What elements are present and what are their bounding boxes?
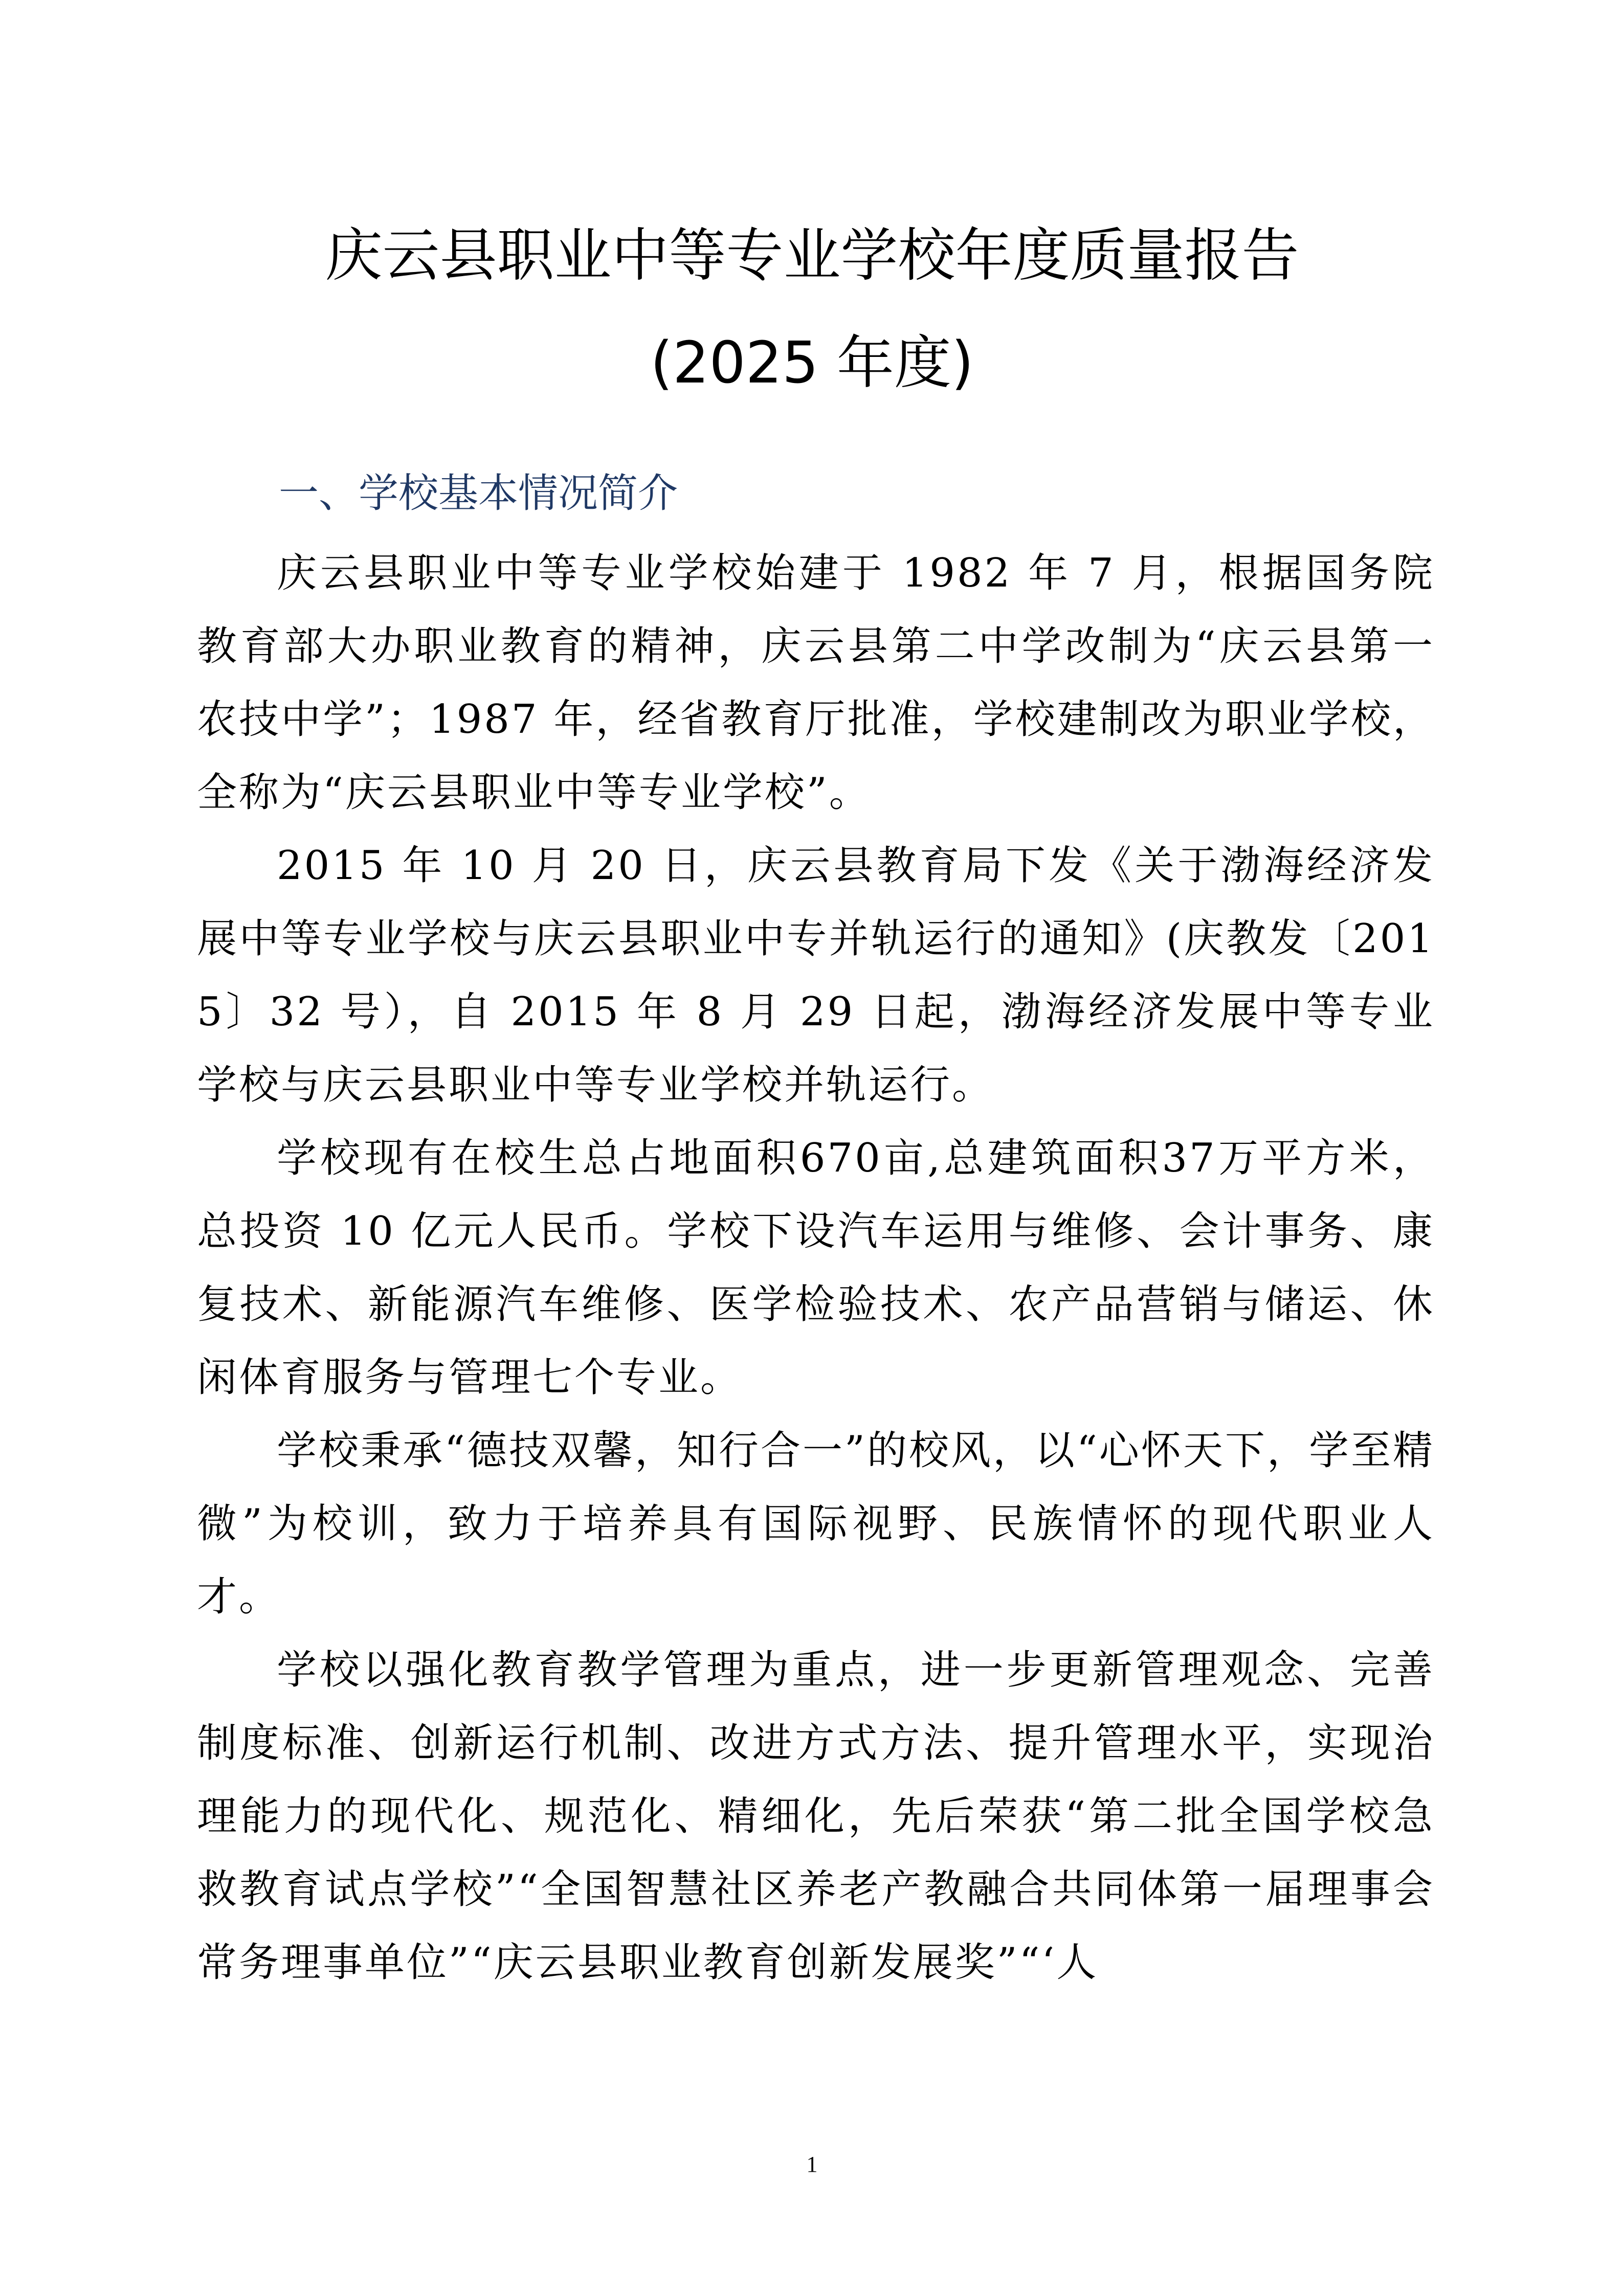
paragraph-campus-majors: 学校现有在校生总占地面积670亩,总建筑面积37万平方米，总投资 10 亿元人民币。学校下设汽车运用与维修、会计事务、康复技术、新能源汽车维修、医学检验技术、农产品营销与储运、休闲体育服务与管理七个专业。 — [197, 1135, 1435, 1401]
paragraph-merger: 2015 年 10 月 20 日，庆云县教育局下发《关于渤海经济发展中等专业学校与庆云县职业中专并轨运行的通知》(庆教发〔2015〕32 号），自 2015 年 8 月 29 日起，渤海经济发展中等专业学校与庆云县职业中等专业学校并轨运行。 — [197, 843, 1435, 1108]
page-number: 1 — [806, 2152, 818, 2177]
document-title: 庆云县职业中等专业学校年度质量报告 — [325, 222, 1299, 289]
paragraph-management-honors: 学校以强化教育教学管理为重点，进一步更新管理观念、完善制度标准、创新运行机制、改进方式方法、提升管理水平，实现治理能力的现代化、规范化、精细化，先后荣获“第二批全国学校急救教育试点学校”“全国智慧社区养老产教融合共同体第一届理事会常务理事单位”“庆云县职业教育创新发展奖”“‘人 — [197, 1647, 1435, 1986]
section-heading-school-overview: 一、学校基本情况简介 — [279, 470, 678, 516]
section-body — [197, 537, 1435, 1999]
paragraph-history: 庆云县职业中等专业学校始建于 1982 年 7 月，根据国务院教育部大办职业教育的精神，庆云县第二中学改制为“庆云县第一农技中学”；1987 年，经省教育厅批准，学校建制改为职业学校，全称为“庆云县职业中等专业学校”。 — [197, 550, 1435, 816]
document-subtitle: (2025 年度) — [650, 330, 974, 396]
paragraph-motto: 学校秉承“德技双馨，知行合一”的校风，以“心怀天下，学至精微”为校训，致力于培养具有国际视野、民族情怀的现代职业人才。 — [197, 1428, 1435, 1620]
